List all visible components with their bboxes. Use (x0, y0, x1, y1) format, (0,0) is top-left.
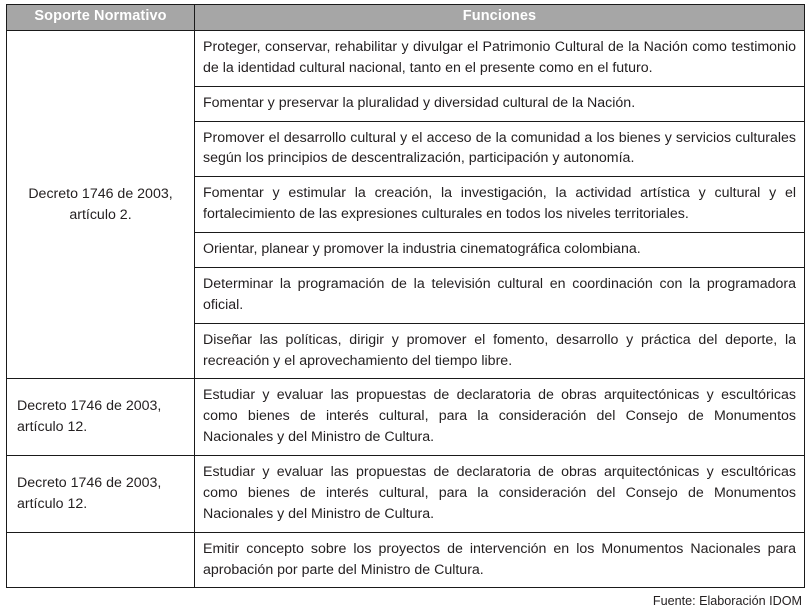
support-cell (7, 532, 195, 588)
function-cell: Promover el desarrollo cultural y el acceso de la comunidad a los bienes y servicios culturales según los principios de descentralización, participación y autonomía. (195, 121, 805, 177)
function-cell: Estudiar y evaluar las propuestas de declaratoria de obras arquitectónicas y escultóricas como bienes de interés cultural, para la consideración del Consejo de Monumentos Nacionales y del Ministro de Cultura. (195, 456, 805, 533)
support-cell: Decreto 1746 de 2003, artículo 2. (7, 30, 195, 379)
column-header-funciones: Funciones (195, 5, 805, 31)
table-header-row (7, 5, 805, 31)
function-cell: Emitir concepto sobre los proyectos de intervención en los Monumentos Nacionales para aprobación por parte del Ministro de Cultura. (195, 532, 805, 588)
normative-support-table (6, 4, 805, 588)
function-cell: Fomentar y estimular la creación, la investigación, la actividad artística y cultural y el fortalecimiento de las expresiones culturales en todos los niveles territoriales. (195, 177, 805, 233)
table-header (7, 5, 805, 31)
support-cell: Decreto 1746 de 2003, artículo 12. (7, 379, 195, 456)
table-row (7, 532, 805, 588)
column-header-soporte-normativo: Soporte Normativo (7, 5, 195, 31)
function-cell: Orientar, planear y promover la industria cinematográfica colombiana. (195, 233, 805, 268)
table-row (7, 30, 805, 86)
function-cell: Estudiar y evaluar las propuestas de declaratoria de obras arquitectónicas y escultóricas como bienes de interés cultural, para la consideración del Consejo de Monumentos Nacionales y del Ministro de Cultura. (195, 379, 805, 456)
function-cell: Fomentar y preservar la pluralidad y diversidad cultural de la Nación. (195, 86, 805, 121)
function-cell: Proteger, conservar, rehabilitar y divulgar el Patrimonio Cultural de la Nación como testimonio de la identidad cultural nacional, tanto en el presente como en el futuro. (195, 30, 805, 86)
function-cell: Determinar la programación de la televisión cultural en coordinación con la programadora oficial. (195, 267, 805, 323)
table-row (7, 456, 805, 533)
source-note: Fuente: Elaboración IDOM (652, 594, 802, 608)
table-row (7, 379, 805, 456)
support-cell: Decreto 1746 de 2003, artículo 12. (7, 456, 195, 533)
table-body (7, 30, 805, 588)
function-cell: Diseñar las políticas, dirigir y promover el fomento, desarrollo y práctica del deporte, la recreación y el aprovechamiento del tiempo libre. (195, 323, 805, 379)
